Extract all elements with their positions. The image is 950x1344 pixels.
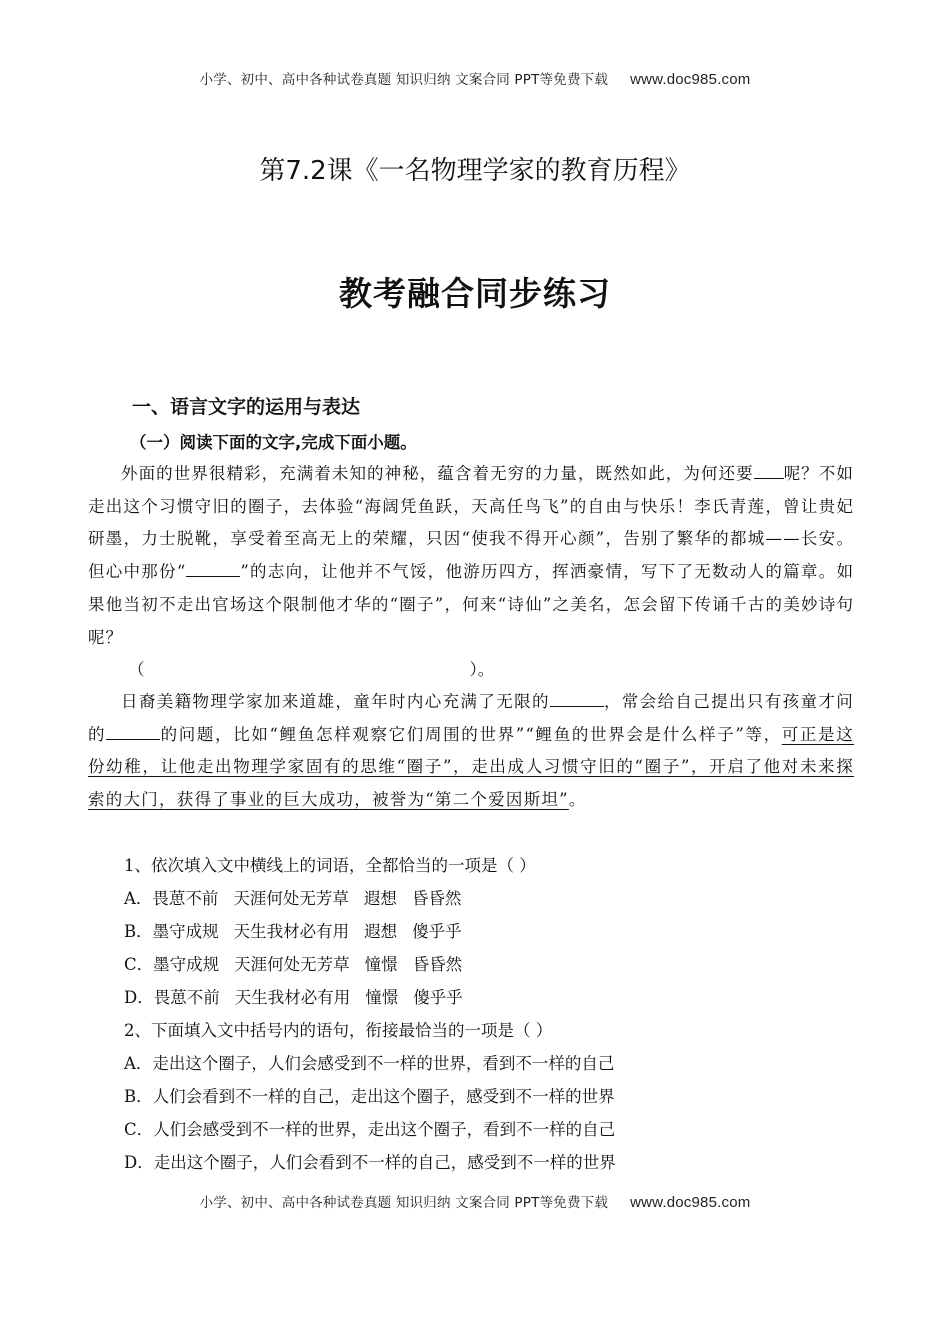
option-word: 傻乎乎 (413, 988, 463, 1007)
passage-2-c: 的问题，比如“鲤鱼怎样观察它们周围的世界”“鲤鱼的世界会是什么样子”等， (160, 724, 782, 744)
option-word: 天涯何处无芳草 (233, 889, 349, 908)
page-header (0, 68, 950, 88)
option-word: 畏葸不前 (152, 889, 219, 908)
passage-2-end: 。 (568, 790, 587, 810)
question-2-option-b[interactable] (124, 1083, 615, 1107)
option-word: 昏昏然 (411, 889, 462, 908)
passage-1-c: ”的志向，让他并不气馁，他游历四方，挥洒豪情，写下了无数动人的篇章。如果他当初不走出官场这个限制他才华的“圈子”，何来“诗仙”之美名，怎会留下传诵千古的美妙诗句呢？ (88, 562, 854, 647)
option-word: 畏葸不前 (153, 988, 220, 1007)
option-word: 憧憬 (364, 955, 398, 974)
question-2-option-a[interactable] (124, 1050, 614, 1074)
passage-2 (88, 686, 854, 817)
option-label: D． (124, 1153, 154, 1172)
blank-1 (754, 460, 784, 479)
section-heading: 一、语言文字的运用与表达 (132, 396, 361, 418)
question-2-option-c[interactable] (124, 1116, 615, 1140)
footer-site: www.doc985.com (630, 1194, 751, 1211)
option-word: 昏昏然 (412, 955, 463, 974)
option-label: C． (124, 1120, 154, 1139)
passage-2-a: 日裔美籍物理学家加来道雄，童年时内心充满了无限的 (121, 692, 550, 711)
blank-3 (550, 688, 604, 707)
page-footer (0, 1191, 950, 1211)
option-text: 人们会感受到不一样的世界，走出这个圈子，看到不一样的自己 (153, 1120, 616, 1139)
question-1-option-c[interactable] (124, 951, 477, 975)
question-1-option-a[interactable] (124, 885, 476, 909)
option-word: 憧憬 (365, 988, 399, 1007)
option-text: 人们会看到不一样的自己，走出这个圈子，感受到不一样的世界 (152, 1087, 615, 1106)
question-1-option-d[interactable] (124, 984, 478, 1008)
question-1-stem: 1、依次填入文中横线上的词语，全都恰当的一项是（ ） (124, 856, 536, 875)
bracket-line (128, 654, 728, 687)
option-label: C． (124, 955, 154, 974)
header-text: 小学、初中、高中各种试卷真题 知识归纳 文案合同 PPT等免费下载 (199, 72, 609, 88)
header-site: www.doc985.com (630, 71, 751, 88)
option-word: 天生我材必有用 (233, 922, 350, 941)
lesson-title: 第7.2课《一名物理学家的教育历程》 (259, 156, 691, 186)
footer-text: 小学、初中、高中各种试卷真题 知识归纳 文案合同 PPT等免费下载 (199, 1195, 609, 1211)
question-2-stem: 2、下面填入文中括号内的语句，衔接最恰当的一项是（ ） (124, 1021, 553, 1040)
passage-1 (88, 458, 854, 654)
passage-1-b: 呢？不如走出这个习惯守旧的圈子，去体验“海阔凭鱼跃，天高任鸟飞”的自由与快乐！李氏青莲，曾让贵妃研墨，力士脱靴，享受着至高无上的荣耀，只因“使我不得开心颜”，告别了繁华的都城——长安。但心中那份“ (88, 464, 854, 582)
option-word: 傻乎乎 (412, 922, 462, 941)
blank-2 (186, 558, 240, 577)
option-label: A． (124, 889, 153, 908)
bracket-close: ）。 (469, 660, 495, 679)
option-word: 天生我材必有用 (234, 988, 351, 1007)
exercise-subtitle: 教考融合同步练习 (339, 274, 611, 313)
question-2-option-d[interactable] (124, 1149, 616, 1173)
option-word: 墨守成规 (153, 955, 220, 974)
option-text: 走出这个圈子，人们会看到不一样的自己，感受到不一样的世界 (153, 1153, 616, 1172)
bracket-open: （ (128, 660, 145, 679)
blank-4 (106, 721, 160, 740)
underlined-sentence: 可正是这份幼稚，让他走出物理学家固有的思维“圈子”，走出成人习惯守旧的“圈子”，开启了他对未来探索的大门，获得了事业的巨大成功，被誉为“第二个爱因斯坦” (88, 724, 855, 810)
option-label: D． (124, 988, 154, 1007)
option-label: B． (124, 1087, 153, 1106)
option-word: 遐想 (363, 889, 397, 908)
subsection-heading: （一）阅读下面的文字,完成下面小题。 (130, 433, 417, 452)
option-text: 走出这个圈子，人们会感受到不一样的世界，看到不一样的自己 (152, 1054, 615, 1073)
option-label: B． (124, 922, 153, 941)
option-word: 遐想 (364, 922, 398, 941)
option-word: 天涯何处无芳草 (234, 955, 350, 974)
passage-2-b: ，常会给自己提出只有孩童才问的 (88, 692, 855, 744)
option-label: A． (124, 1054, 153, 1073)
question-1-option-b[interactable] (124, 918, 477, 942)
passage-1-a: 外面的世界很精彩，充满着未知的神秘，蕴含着无穷的力量，既然如此，为何还要 (121, 464, 754, 483)
option-word: 墨守成规 (152, 922, 219, 941)
